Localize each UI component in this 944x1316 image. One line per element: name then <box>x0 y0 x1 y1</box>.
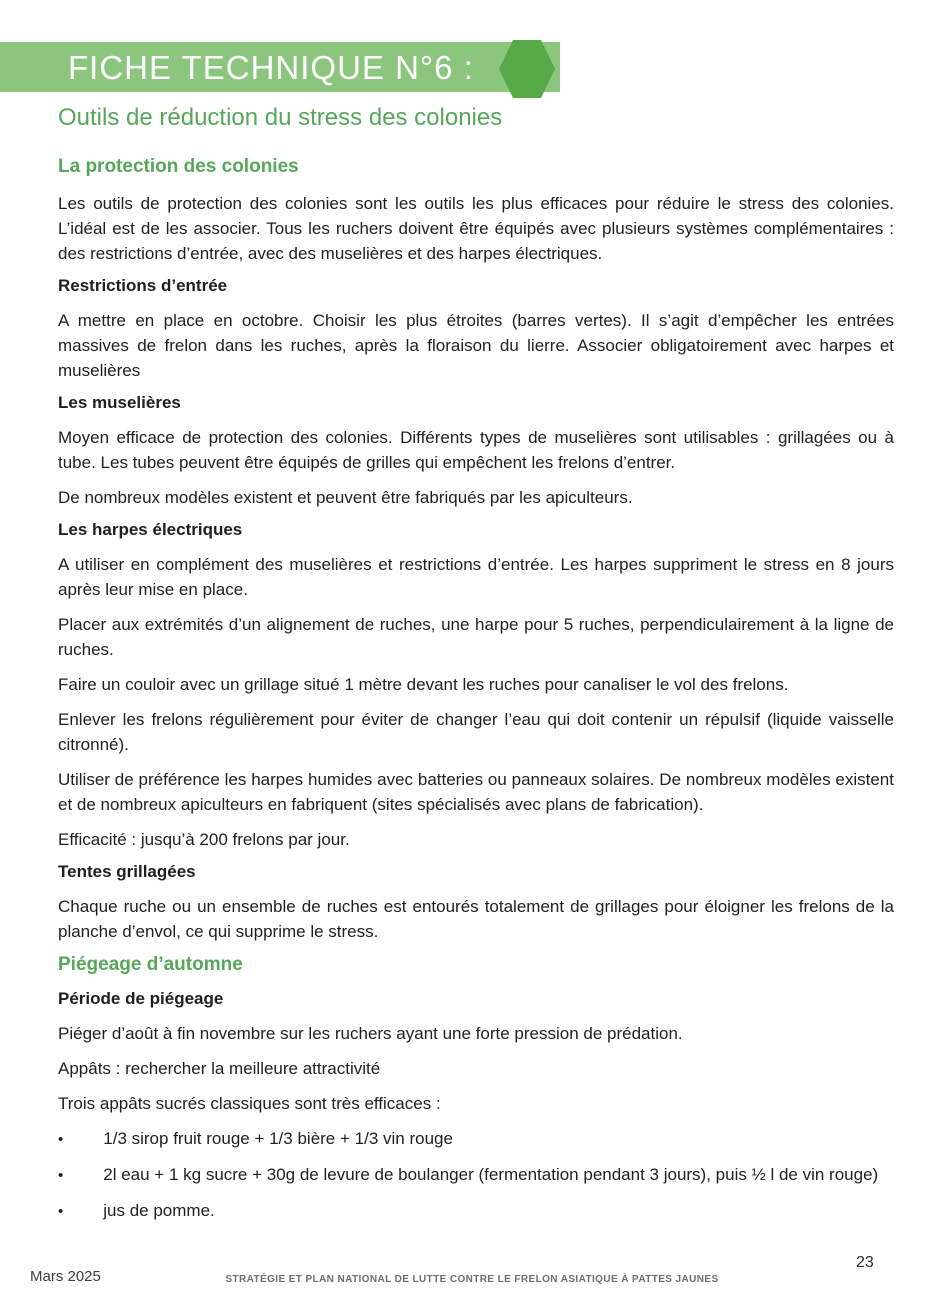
page-subtitle: Outils de réduction du stress des colonies <box>58 104 503 131</box>
paragraph: Appâts : rechercher la meilleure attractivité <box>58 1059 381 1078</box>
bullet-text: jus de pomme. <box>103 1201 215 1220</box>
bullet-icon: • <box>58 1203 64 1220</box>
paragraph: Moyen efficace de protection des colonies. Différents types de muselières sont utilisables : grillagées ou à tube. Les tubes peuvent être équipés de grilles qui empêchent les frelons d’entrer. <box>58 428 894 472</box>
bullet-text: 2l eau + 1 kg sucre + 30g de levure de boulanger (fermentation pendant 3 jours), puis ½ l de vin rouge) <box>103 1165 879 1184</box>
paragraph: Utiliser de préférence les harpes humides avec batteries ou panneaux solaires. De nombreux modèles existent et de nombreux apiculteurs en fabriquent (sites spécialisés avec plans de fabrication). <box>58 770 894 814</box>
paragraph: Faire un couloir avec un grillage situé 1 mètre devant les ruches pour canaliser le vol des frelons. <box>58 675 789 694</box>
paragraph: Piéger d’août à fin novembre sur les ruchers ayant une forte pression de prédation. <box>58 1024 683 1043</box>
bullet-item <box>58 1126 894 1152</box>
paragraph: Efficacité : jusqu’à 200 frelons par jour. <box>58 830 350 849</box>
paragraph: Trois appâts sucrés classiques sont très efficaces : <box>58 1094 441 1113</box>
content-blocks <box>58 148 894 1234</box>
bullet-item <box>58 1198 894 1224</box>
sub-heading: Restrictions d’entrée <box>58 276 228 295</box>
banner-title: FICHE TECHNIQUE N°6 : <box>68 49 474 86</box>
sub-heading: Les muselières <box>58 393 181 412</box>
paragraph: Chaque ruche ou un ensemble de ruches est entourés totalement de grillages pour éloigner les frelons de la planche d’envol, ce qui supprime le stress. <box>58 897 894 941</box>
bullet-item <box>58 1162 894 1188</box>
bullet-icon: • <box>58 1131 64 1148</box>
paragraph: Placer aux extrémités d’un alignement de ruches, une harpe pour 5 ruches, perpendiculairement à la ligne de ruches. <box>58 615 894 659</box>
bullet-icon: • <box>58 1167 64 1184</box>
section-heading-green: La protection des colonies <box>58 156 299 177</box>
paragraph: Les outils de protection des colonies sont les outils les plus efficaces pour réduire le stress des colonies. L’idéal est de les associer. Tous les ruchers doivent être équipés avec plusieurs systèmes complémentaires : des restrictions d’entrée, avec des muselières et des harpes électriques. <box>58 194 894 263</box>
page-number: 23 <box>856 1254 874 1271</box>
sub-heading: Tentes grillagées <box>58 862 196 881</box>
sub-heading: Période de piégeage <box>58 989 224 1008</box>
paragraph: A mettre en place en octobre. Choisir les plus étroites (barres vertes). Il s’agit d’empêcher les entrées massives de frelon dans les ruches, après la floraison du lierre. Associer obligatoirement avec harpes et muselières <box>58 311 894 380</box>
bullet-text: 1/3 sirop fruit rouge + 1/3 bière + 1/3 vin rouge <box>103 1129 453 1148</box>
paragraph: A utiliser en complément des muselières et restrictions d’entrée. Les harpes suppriment le stress en 8 jours après leur mise en place. <box>58 555 894 599</box>
paragraph: Enlever les frelons régulièrement pour éviter de changer l’eau qui doit contenir un répulsif (liquide vaisselle citronné). <box>58 710 894 754</box>
footer-date: Mars 2025 <box>30 1268 101 1285</box>
footer-document-title: STRATÉGIE ET PLAN NATIONAL DE LUTTE CONTRE LE FRELON ASIATIQUE À PATTES JAUNES <box>225 1274 719 1285</box>
sub-heading: Les harpes électriques <box>58 520 243 539</box>
paragraph: De nombreux modèles existent et peuvent être fabriqués par les apiculteurs. <box>58 488 633 507</box>
section-heading-green: Piégeage d’automne <box>58 954 243 975</box>
